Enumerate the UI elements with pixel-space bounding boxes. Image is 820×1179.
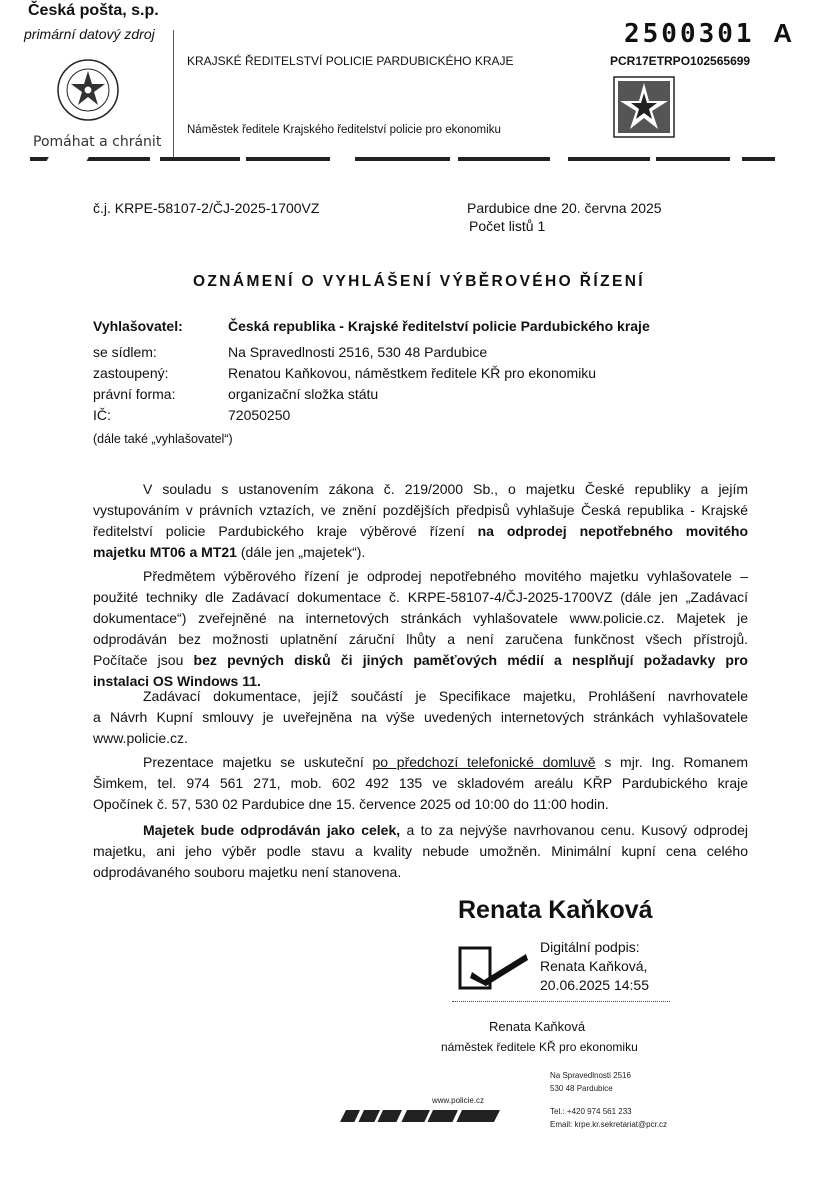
ico-value: 72050250: [228, 407, 291, 423]
represented-label: zastoupený:: [93, 365, 169, 381]
announcer-note: (dále také „vyhlašovatel“): [93, 432, 233, 446]
stamp-line1: Česká pošta, s.p.: [28, 2, 159, 19]
reference-number: č.j. KRPE-58107-2/ČJ-2025-1700VZ: [93, 200, 320, 216]
document-number: 2500301 A: [624, 18, 796, 49]
department-name: Náměstek ředitele Krajského ředitelství policie pro ekonomiku: [187, 124, 501, 136]
legal-form-label: právní forma:: [93, 386, 176, 402]
footer-address-line2: 530 48 Pardubice: [550, 1084, 613, 1093]
seat-value: Na Spravedlnosti 2516, 530 48 Pardubice: [228, 344, 488, 360]
paragraph-intro: V souladu s ustanovením zákona č. 219/2000 Sb., o majetku České republiky a jejím vystupováním v právních vztazích, ve znění pozdějších předpisů vyhlašuje Česká republika - Krajské ředitelství policie Pardubického kraje výběrové řízení na odprodej nepotřebného movitého majetku MT06 a MT21 (dále jen „majetek“).: [93, 481, 749, 560]
header-divider: [173, 30, 174, 160]
motto: Pomáhat a chránit: [33, 134, 162, 150]
footer-email: Email: krpe.kr.sekretariat@pcr.cz: [550, 1120, 668, 1129]
represented-value: Renatou Kaňkovou, náměstkem ředitele KŘ pro ekonomiku: [228, 365, 597, 381]
signature-line: [452, 1001, 670, 1003]
police-badge-icon: [56, 58, 120, 122]
digital-signature-block: Digitální podpis: Renata Kaňková, 20.06.2025 14:55: [540, 939, 649, 993]
pcr-code: PCR17ETRPO102565699: [610, 54, 751, 68]
ico-label: IČ:: [93, 407, 111, 423]
sheet-count: Počet listů 1: [469, 218, 546, 234]
signer-role: náměstek ředitele KŘ pro ekonomiku: [441, 1040, 638, 1054]
announcer-value: Česká republika - Krajské ředitelství policie Pardubického kraje: [228, 318, 650, 334]
footer-website: www.policie.cz: [432, 1096, 485, 1105]
seat-label: se sídlem:: [93, 344, 157, 360]
page-title: OZNÁMENÍ O VYHLÁŠENÍ VÝBĚROVÉHO ŘÍZENÍ: [192, 273, 646, 290]
police-emblem-icon: [612, 75, 676, 139]
paragraph-subject: Předmětem výběrového řízení je odprodej nepotřebného movitého majetku vyhlašovatele – použité techniky dle Zadávací dokumentace č. KRPE-58107-4/ČJ-2025-1700VZ (dále jen „Zadávací dokumentace“) zveřejněné na internetových stránkách vyhlašovatele www.policie.cz. Majetek je odprodáván bez možnosti uplatnění záruční lhůty a není zaručena funkčnost všech přístrojů. Počítače jsou bez pevných disků či jiných paměťových médií a nesplňují požadavky pro instalaci OS Windows 11.: [93, 568, 748, 689]
organization-name: KRAJSKÉ ŘEDITELSTVÍ POLICIE PARDUBICKÉHO KRAJE: [187, 54, 514, 68]
paragraph-sale-terms: Majetek bude odprodáván jako celek, a to za nejvýše navrhovanou cenu. Kusový odprodej majetku, ani jeho výběr podle stavu a kvality nebude umožněn. Minimální kupní cena celého odprodávaného souboru majetku není stanovena.: [93, 822, 749, 880]
footer-phone: Tel.: +420 974 561 233: [550, 1107, 632, 1116]
paragraph-documentation: Zadávací dokumentace, jejíž součástí je Specifikace majetku, Prohlášení navrhovatele a Návrh Kupní smlouvy je uveřejněna na výše uvedených internetových stránkách vyhlašovatele www.policie.cz.: [93, 688, 748, 746]
announcer-label: Vyhlašovatel:: [93, 318, 183, 334]
header-band: [30, 155, 775, 163]
paragraph-presentation: Prezentace majetku se uskuteční po předchozí telefonické domluvě s mjr. Ing. Romanem Šimkem, tel. 974 561 271, mob. 602 492 135 ve skladovém areálu KŘP Pardubického kraje Opočínek č. 57, 530 02 Pardubice dne 15. července 2025 od 10:00 do 11:00 hodin.: [93, 754, 749, 812]
footer-address-line1: Na Spravedlnosti 2516: [550, 1071, 631, 1080]
place-date: Pardubice dne 20. června 2025: [467, 200, 662, 216]
signature-name: Renata Kaňková: [458, 896, 653, 924]
signer-name: Renata Kaňková: [489, 1019, 586, 1034]
signature-check-icon: [458, 942, 530, 992]
stamp-line2: primární datový zdroj: [24, 26, 155, 42]
footer-band: [340, 1110, 500, 1122]
legal-form-value: organizační složka státu: [228, 386, 379, 402]
